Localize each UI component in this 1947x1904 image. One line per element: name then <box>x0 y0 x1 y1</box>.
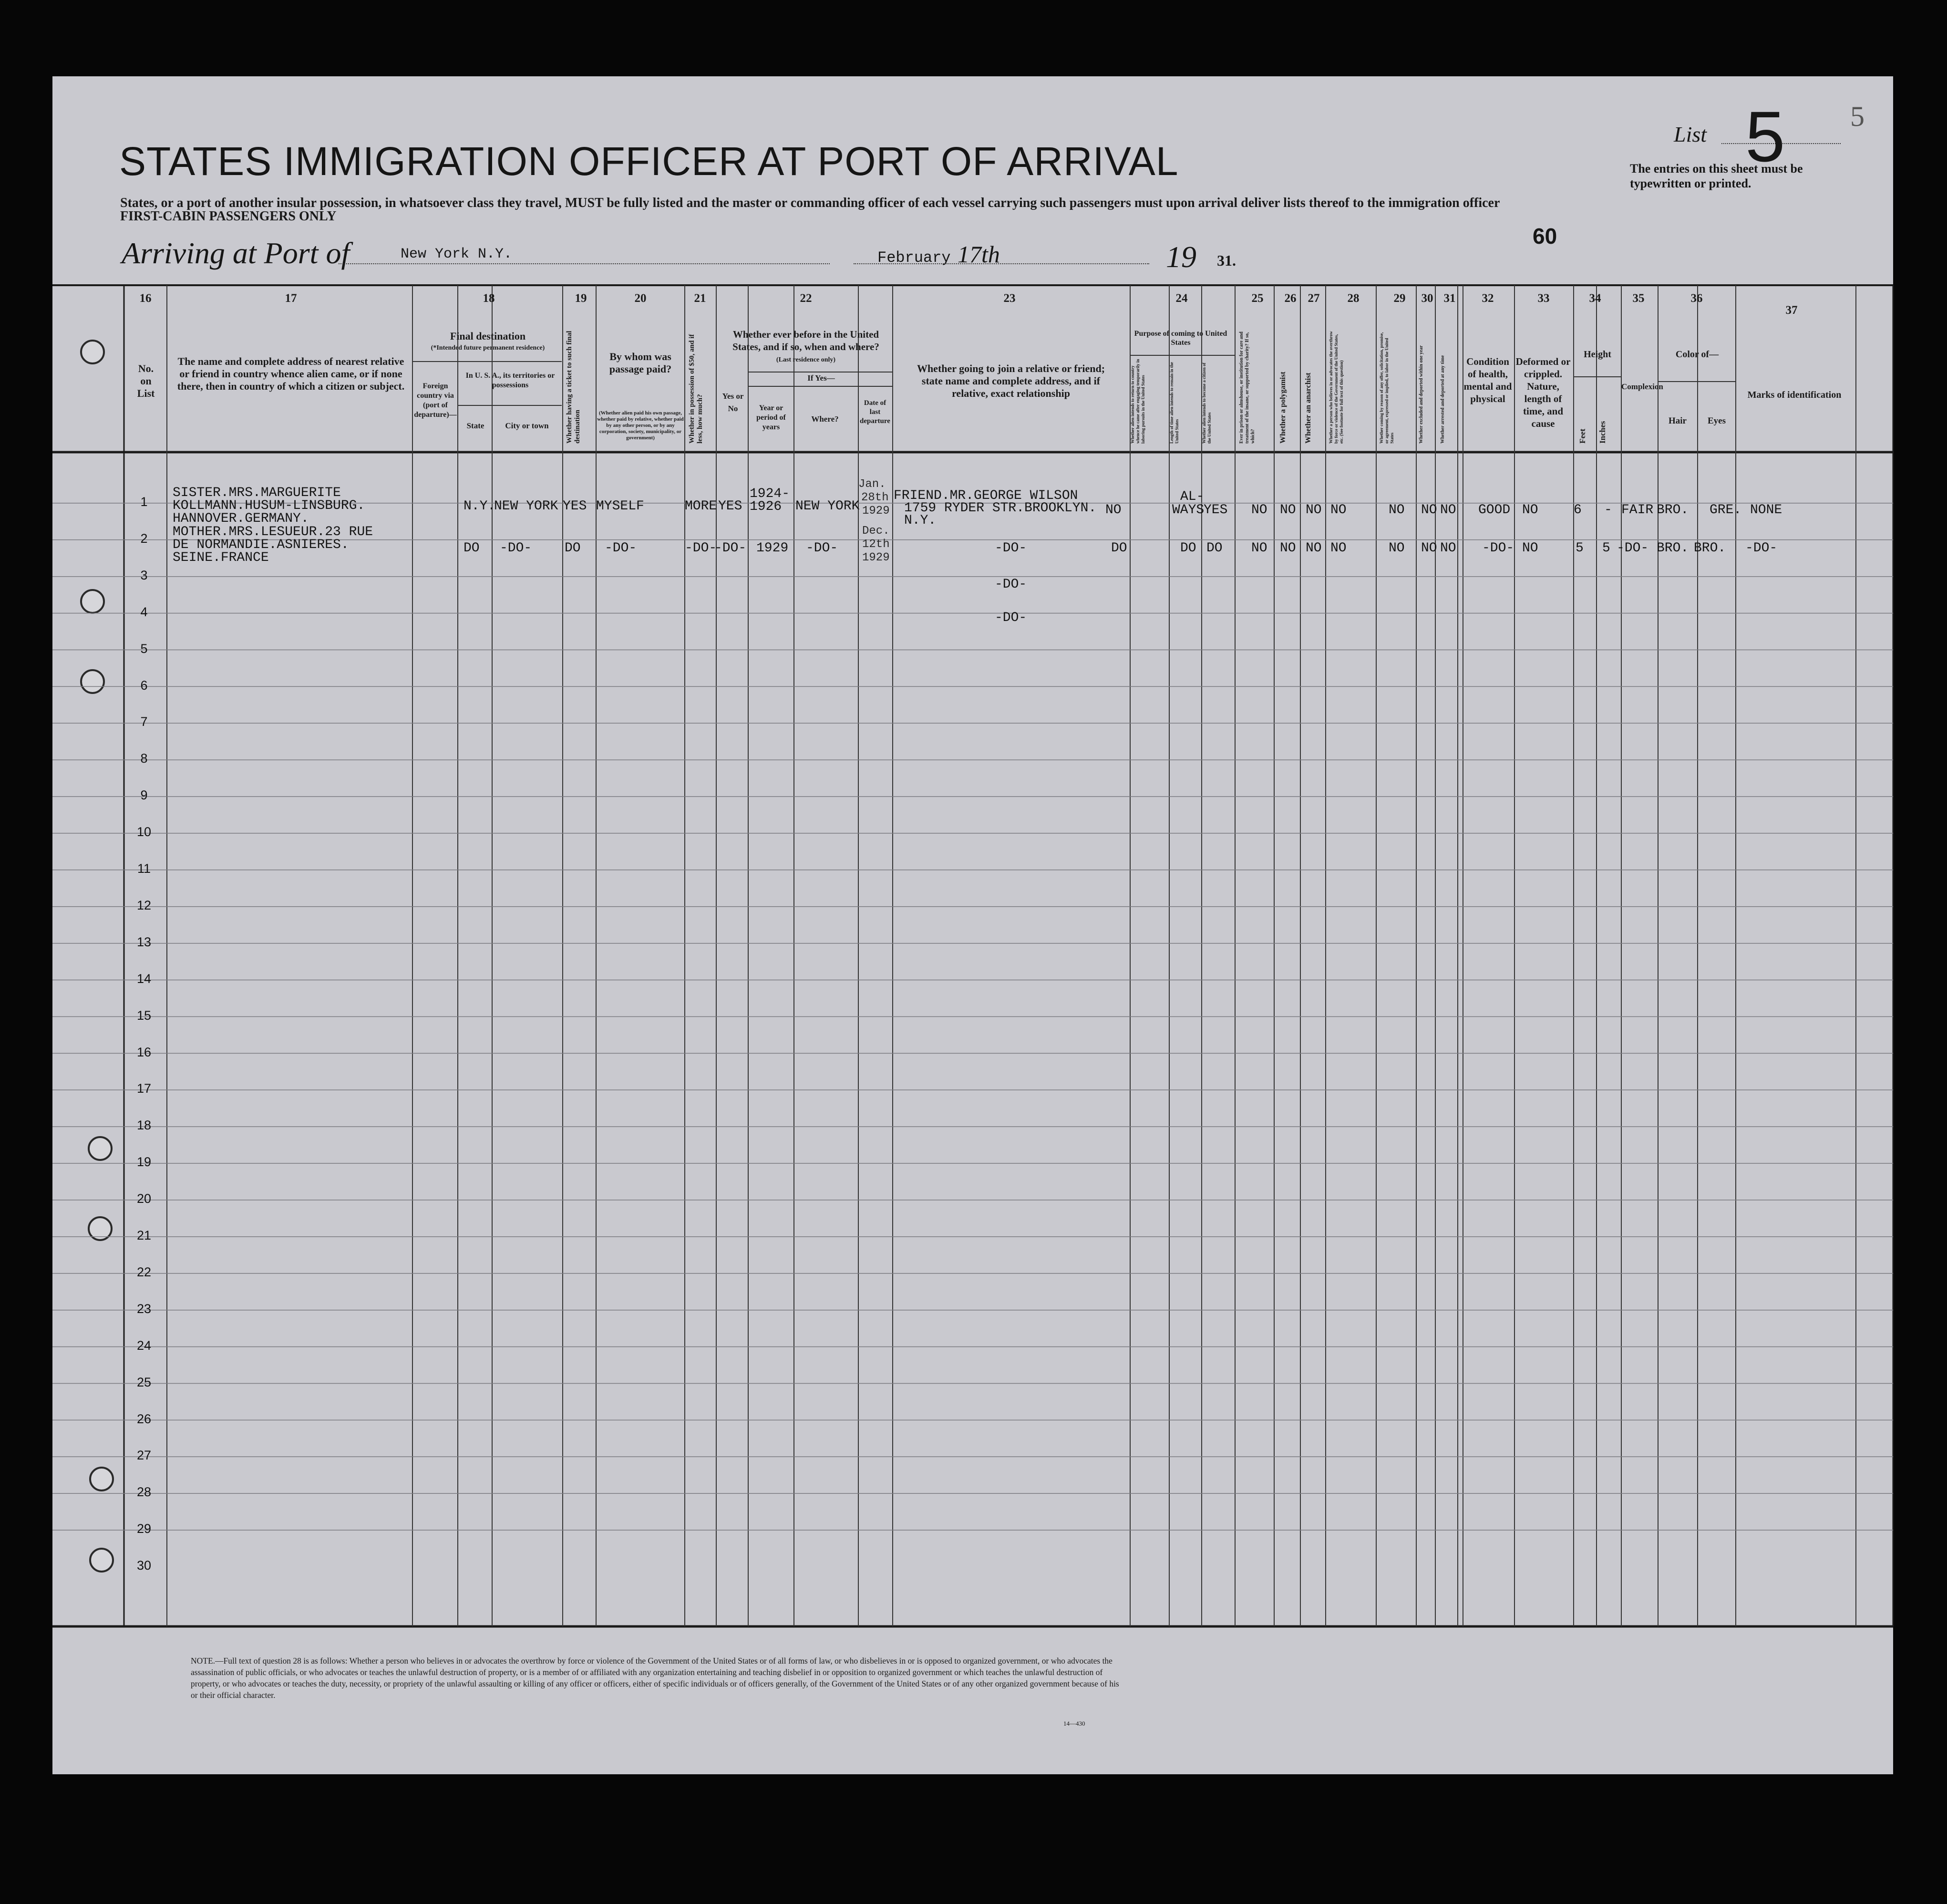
header-anarchist: Whether an anarchist <box>1304 373 1312 444</box>
row-number: 17 <box>136 1081 152 1096</box>
col-num-30: 30 <box>1421 292 1433 305</box>
q28-value: NO <box>1330 541 1347 556</box>
row-number: 11 <box>137 861 151 876</box>
row-number: 30 <box>136 1558 152 1573</box>
header-health: Condition of health, mental and physical <box>1463 356 1512 404</box>
return-intent-value: NO <box>1105 503 1122 517</box>
header-last-departure: Date of last departure <box>860 399 890 425</box>
polygamist-value: NO <box>1280 541 1296 556</box>
row-number: 25 <box>136 1375 152 1389</box>
col-num-18: 18 <box>483 292 495 305</box>
row-number: 28 <box>136 1485 152 1500</box>
relative-line: SEINE.FRANCE <box>173 550 269 565</box>
header-hair: Hair <box>1669 416 1687 426</box>
col-num-20: 20 <box>634 292 647 305</box>
col-num-35: 35 <box>1632 292 1645 305</box>
dest-state: N.Y. <box>464 499 496 514</box>
form-title: STATES IMMIGRATION OFFICER AT PORT OF ARRIVAL <box>119 139 1179 184</box>
header-state: State <box>466 421 484 430</box>
years-line: 1924- <box>750 486 790 501</box>
col-num-36: 36 <box>1690 292 1703 305</box>
header-if-yes: If Yes— <box>807 373 835 383</box>
header-height: Height <box>1584 349 1611 360</box>
header-labor-contract: Whether coming by reason of any offer, solicitation, promise, or agreement, expressed or implied, to labor in the United States <box>1379 332 1394 444</box>
excluded-value: NO <box>1421 503 1437 517</box>
row-number: 19 <box>136 1155 152 1169</box>
year-suffix: 31. <box>1217 252 1236 269</box>
citizen-intent-value: YES <box>1204 503 1228 517</box>
eyes-value: GRE. <box>1710 503 1742 517</box>
deformed-value: NO <box>1522 503 1538 517</box>
row-number: 29 <box>136 1521 152 1536</box>
header-citizen-intent: Whether alien intends to become a citizen of the United States <box>1202 362 1212 444</box>
row-number: 9 <box>140 788 148 803</box>
eyes-value: BRO. <box>1694 541 1726 556</box>
header-final-destination: Final destination <box>450 330 526 342</box>
col-num-27: 27 <box>1308 292 1320 305</box>
join-line: N.Y. <box>904 513 937 528</box>
last-departure-line: Dec. <box>862 525 890 538</box>
header-polygamist: Whether a polygamist <box>1279 372 1287 444</box>
last-departure-line: 12th <box>862 538 890 551</box>
col-num-37: 37 <box>1785 304 1798 317</box>
relative-line: DE NORMANDIE.ASNIERES. <box>173 538 349 552</box>
labor-contract-value: NO <box>1389 541 1405 556</box>
row-number: 15 <box>136 1008 152 1023</box>
ticket-value: YES <box>563 499 587 514</box>
header-prison: Ever in prison or almshouse, or institution for care and treatment of the insane, or supported by charity? If so, which? <box>1239 331 1256 444</box>
port-fill-line <box>339 263 830 264</box>
day-value: 17th <box>958 241 1000 268</box>
row-number: 8 <box>140 751 148 766</box>
class-line: FIRST-CABIN PASSENGERS ONLY <box>120 209 337 224</box>
row-number: 12 <box>136 898 152 912</box>
last-departure-line: 1929 <box>862 551 890 564</box>
col-num-21: 21 <box>694 292 706 305</box>
header-eyes: Eyes <box>1708 416 1726 426</box>
col-num-22: 22 <box>800 292 812 305</box>
row-number: 1 <box>140 495 148 509</box>
citizen-intent-value: DO <box>1206 541 1223 556</box>
row-number: 16 <box>136 1045 152 1059</box>
join-line: -DO- <box>995 577 1027 592</box>
relative-line: HANNOVER.GERMANY. <box>173 511 309 526</box>
row-number: 6 <box>140 678 148 693</box>
complexion-value: FAIR <box>1621 503 1654 517</box>
marks-value: -DO- <box>1745 541 1778 556</box>
dest-state: DO <box>464 541 480 556</box>
dest-city: NEW YORK <box>494 499 558 514</box>
feet-value: 6 <box>1574 503 1582 517</box>
relative-line: SISTER.MRS.MARGUERITE <box>173 486 341 500</box>
prison-value: NO <box>1251 541 1267 556</box>
length-of-stay-line: DO <box>1180 541 1196 556</box>
last-departure-line: Jan. <box>858 478 886 491</box>
row-number: 5 <box>140 641 148 656</box>
col-num-33: 33 <box>1537 292 1550 305</box>
header-yes-or-no: Yes or No <box>722 392 744 413</box>
header-ever-before: Whether ever before in the United States, and if so, when and where? <box>732 329 879 352</box>
header-return-intent: Whether alien intends to return to country whence he came after engaging temporarily in laboring pursuits in the United States <box>1130 359 1145 444</box>
footnote: NOTE.—Full text of question 28 is as follows: Whether a person who believes in or advocates the overthrow by force or violence of the Government of the United States or of all forms of law, or who disbelieves in or is opposed to organized government, or who advocates the assassination of public officials, or who advocates or teaches the unlawful destruction of property, or is a member of or affiliated with any organization entertaining and teaching disbelief in or opposition to organized government or which teaches the unlawful destruction of property, or who advocates or teaches the duty, necessity, or propriety of the unlawful assaulting or killing of any officer or officers, either of specific individuals or of officers generally, of the Government of the United States or of any other organized government because of his or their official character. <box>191 1656 1119 1700</box>
header-year-period: Year or period of years <box>756 404 786 431</box>
header-in-usa: In U. S. A., its territories or possessions <box>465 372 555 389</box>
anarchist-value: NO <box>1306 541 1322 556</box>
row-number: 26 <box>136 1411 152 1426</box>
row-number: 18 <box>136 1118 152 1133</box>
col-num-17: 17 <box>285 292 297 305</box>
prison-value: NO <box>1251 503 1267 517</box>
header-foreign-country: Foreign country via (port of departure)— <box>414 382 457 419</box>
where-value: -DO- <box>806 541 838 556</box>
col-num-29: 29 <box>1393 292 1406 305</box>
row-number: 20 <box>136 1191 152 1206</box>
header-question-28: Whether a person who believes in or advocates the overthrow by force or violence of the Government of the United States, etc. (See footnote for full text of this question) <box>1329 331 1344 444</box>
port-value: New York N.Y. <box>401 246 513 262</box>
paid-by-value: -DO- <box>605 541 637 556</box>
q28-value: NO <box>1330 503 1347 517</box>
header-ticket: Whether having a ticket to such final destination <box>566 331 581 444</box>
polygamist-value: NO <box>1280 503 1296 517</box>
list-number: 5 <box>1745 96 1785 176</box>
join-line: -DO- <box>995 611 1027 625</box>
header-passage-paid: By whom was passage paid? <box>609 351 672 375</box>
labor-contract-value: NO <box>1389 503 1405 517</box>
row-number: 10 <box>136 825 152 839</box>
row-number: 7 <box>140 714 148 729</box>
row-number: 4 <box>140 604 148 619</box>
header-going-to-join: Whether going to join a relative or friend; state name and complete address, and if relative, exact relationship <box>917 362 1105 399</box>
row-number: 23 <box>136 1301 152 1316</box>
header-excluded: Whether excluded and deported within one year <box>1419 345 1424 444</box>
header-color-of: Color of— <box>1675 349 1719 360</box>
return-intent-value: DO <box>1111 541 1127 556</box>
col-num-28: 28 <box>1347 292 1360 305</box>
paid-by-value: MYSELF <box>596 499 644 514</box>
header-final-destination-note: (*Intended future permanent residence) <box>431 344 545 352</box>
row-number: 3 <box>140 568 148 582</box>
col-num-19: 19 <box>575 292 587 305</box>
list-mark: 5 <box>1850 101 1865 132</box>
header-inches: Inches <box>1598 421 1607 444</box>
col-num-16: 16 <box>139 292 152 305</box>
header-city: City or town <box>505 421 549 430</box>
row-number: 21 <box>136 1228 152 1242</box>
col-num-34: 34 <box>1589 292 1601 305</box>
col-num-31: 31 <box>1443 292 1456 305</box>
money-value: -DO- <box>685 541 717 556</box>
header-last-residence-note: (Last residence only) <box>776 356 836 363</box>
month-value: February <box>877 249 951 267</box>
money-value: MORE <box>685 499 717 514</box>
hair-value: BRO. <box>1657 503 1689 517</box>
health-value: GOOD <box>1478 503 1511 517</box>
row-number: 22 <box>136 1264 152 1279</box>
row-number: 24 <box>136 1338 152 1353</box>
entries-note: The entries on this sheet must be typewritten or printed. <box>1630 162 1803 190</box>
header-no-on-list: No. on List <box>137 362 155 399</box>
relative-line: MOTHER.MRS.LESUEUR.23 RUE <box>173 525 373 539</box>
header-length-of-stay: Length of time alien intends to remain in the United States <box>1169 362 1179 444</box>
page-number: 60 <box>1533 224 1557 248</box>
join-line: FRIEND.MR.GEORGE WILSON <box>894 488 1078 503</box>
arriving-label: Arriving at Port of <box>122 236 350 270</box>
col-num-24: 24 <box>1175 292 1188 305</box>
deformed-value: NO <box>1522 541 1538 556</box>
header-where: Where? <box>811 414 839 424</box>
col-num-23: 23 <box>1003 292 1016 305</box>
years-line: 1929 <box>756 541 789 556</box>
row-number: 14 <box>136 971 152 986</box>
header-feet: Feet <box>1578 428 1587 444</box>
complexion-value: -DO- <box>1617 541 1649 556</box>
ticket-value: DO <box>565 541 581 556</box>
join-line: -DO- <box>995 541 1027 556</box>
relative-line: KOLLMANN.HUSUM-LINSBURG. <box>173 498 365 513</box>
last-departure-line: 1929 <box>862 505 890 517</box>
list-label: List <box>1674 122 1707 146</box>
inches-value: 5 <box>1602 541 1610 556</box>
feet-value: 5 <box>1576 541 1584 556</box>
col-num-26: 26 <box>1284 292 1297 305</box>
dest-city: -DO- <box>500 541 532 556</box>
deported-value: NO <box>1440 503 1456 517</box>
header-fifty-dollars: Whether in possession of $50, and if less, how much? <box>688 334 704 444</box>
header-purpose: Purpose of coming to United States <box>1134 330 1227 347</box>
years-line: 1926 <box>750 499 782 514</box>
year-prefix: 19 <box>1166 240 1196 274</box>
row-number: 13 <box>136 934 152 949</box>
col-num-32: 32 <box>1482 292 1494 305</box>
marks-value: NONE <box>1750 503 1782 517</box>
where-value: NEW YORK <box>795 499 860 514</box>
form-subtitle: States, or a port of another insular possession, in whatsoever class they travel, MUST be fully listed and the master or commanding officer of each vessel carrying such passengers must upon arrival deliver lists thereof to the immigration officer <box>120 196 1500 210</box>
inches-value: - <box>1604 503 1612 517</box>
header-complexion: Complexion <box>1621 382 1663 391</box>
row-number: 27 <box>136 1448 152 1463</box>
excluded-value: NO <box>1421 541 1437 556</box>
header-passage-paid-note: (Whether alien paid his own passage, whether paid by relative, whether paid by any other person, or by any corporation, society, municipality, or government) <box>597 410 684 441</box>
length-of-stay-line: AL- <box>1180 489 1205 504</box>
before-yes-no-value: -DO- <box>714 541 747 556</box>
deported-value: NO <box>1440 541 1456 556</box>
form-number: 14—430 <box>1063 1720 1085 1727</box>
col-num-25: 25 <box>1251 292 1264 305</box>
length-of-stay-line: WAYS <box>1172 503 1205 517</box>
row-number: 2 <box>140 531 148 546</box>
hair-value: BRO. <box>1657 541 1689 556</box>
anarchist-value: NO <box>1306 503 1322 517</box>
health-value: -DO- <box>1482 541 1514 556</box>
header-marks: Marks of identification <box>1747 390 1842 400</box>
before-yes-no-value: YES <box>718 499 742 514</box>
last-departure-line: 28th <box>861 491 889 504</box>
header-deformed: Deformed or crippled. Nature, length of time, and cause <box>1515 356 1571 429</box>
header-deported: Whether arrested and deported at any time <box>1440 355 1445 444</box>
header-relative: The name and complete address of nearest relative or friend in country whence alien came, or if none there, then in country of which a citizen or subject. <box>177 355 405 392</box>
join-line: 1759 RYDER STR.BROOKLYN. <box>904 501 1097 516</box>
